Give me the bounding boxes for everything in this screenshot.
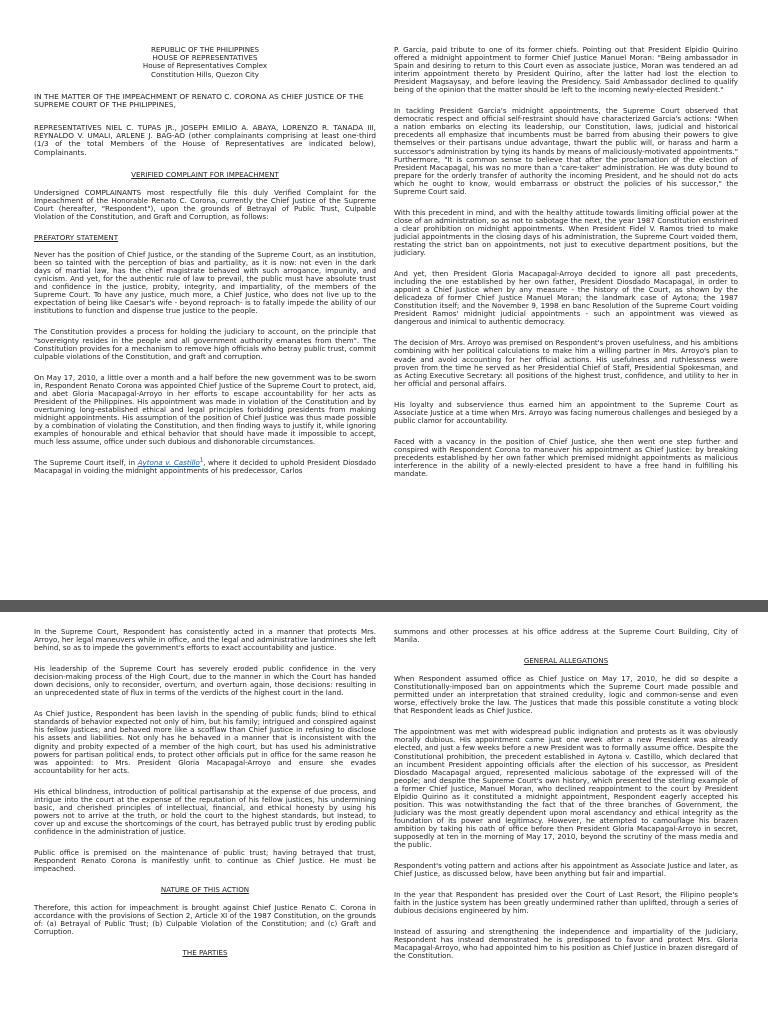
header-line: REPUBLIC OF THE PHILIPPINES <box>150 45 259 54</box>
document-page-2 <box>0 612 768 1024</box>
paragraph: In the Supreme Court, Respondent has consistently acted in a manner that protects Mrs. Arroyo, her legal maneuvers while in office, and the legal and administrative landmines she left behind, so as to impede the government's efforts to exact accountability and justice. <box>34 627 376 653</box>
case-caption: IN THE MATTER OF THE IMPEACHMENT OF RENATO C. CORONA AS CHIEF JUSTICE OF THE SUPREME COURT OF THE PHILIPPINES, <box>34 91 364 110</box>
paragraph: With this precedent in mind, and with the healthy attitude towards limiting official power at the close of an administration, so as not to sabotage the next, the year 1987 Constitution enshrined a clear prohibition on midnight appointments. When President Fidel V. Ramos tried to make judicial appointments in the closing days of his administration, the Supreme Court voided them, restating the strict ban on appointments, not just to executive department positions, but the judiciary. <box>394 207 738 258</box>
paragraph: On May 17, 2010, a little over a month and a half before the new government was to be sworn in, Respondent Renato Corona was appointed Chief Justice of the Supreme Court to protect, aid, and abet Gloria Macapagal-Arroyo in her efforts to escape accountability for her acts as President of the Philippines. His appointment was made in violation of the Constitution and by overturning long-established ethical and legal principles forbidding presidents from making midnight appointments. His assumption of the position of Chief Justice was thus made possible by a combination of violating the Constitution, and then finding ways to justify it, while ignoring examples of honourable and ethical behavior that should have made it impossible to accept, much less assume, office under such dubious and dishonorable circumstances. <box>34 372 376 447</box>
paragraph: His ethical blindness, introduction of political partisanship at the expense of due process, and intrigue into the court at the expense of the reputation of his fellow justices, his undermining basic, and cherished principles of intellectual, financial, and ethical honesty by using his powers not to arrive at the truth, or hold the court to the highest standards, but instead, to cover up and excuse the shortcomings of the court, has betrayed public trust by eroding public confidence in the administration of justice. <box>34 786 376 836</box>
paragraph: In tackling President Garcia's midnight appointments, the Supreme Court observed that democratic respect and official self-restraint should have characterized Garcia's actions: "When a nation embarks on electing its leadership, our Constitution, laws, judicial and historical precedents all emphasize that incumbents must be barred from abusing their powers to give themselves or their partisans undue advantage, thwart the public will, or harass and harm a successor's administration by tying its hands by means of maliciously-motivated appointments." Furthermore, "It is common sense to believe that after the proclamation of the election of President Macapagal, his was no more than a 'care-taker' administration. He was duty bound to prepare for the orderly transfer of authority the incoming President, and he should not do acts which he ought to know, would embarrass or obstruct the policies of his successor," the Supreme Court said. <box>394 106 738 196</box>
paragraph: Never has the position of Chief Justice, or the standing of the Supreme Court, as an institution, been so tainted with the perception of bias and partiality, as it is now: not even in the dark days of martial law, has the chief magistrate behaved with such arrogance, impunity, and cynicism. And yet, for the authentic rule of law to prevail, the public must have absolute trust and confidence in the justice, probity, integrity, and impartiality, of the members of the Supreme Court. To have any justice, much more, a Chief Justice, who does not live up to the expectation of being like Caesar's wife - beyond reproach- is to fatally impede the ability of our institutions to function and dispense true justice to the people. <box>34 250 376 316</box>
paragraph: His loyalty and subservience thus earned him an appointment to the Supreme Court as Associate Justice at a time when Mrs. Arroyo was facing numerous challenges and besieged by a public clamor for accountability. <box>394 399 738 425</box>
paragraph: summons and other processes at his office address at the Supreme Court Building, City of Manila. <box>394 627 738 645</box>
footnote-marker: 1 <box>199 457 204 464</box>
complaint-title: VERIFIED COMPLAINT FOR IMPEACHMENT <box>131 169 279 179</box>
paragraph: Faced with a vacancy in the position of Chief Justice, she then went one step further and conspired with Respondent Corona to maneuver his appointment as Chief Justice: by breaking precedents established by her own father which premised midnight appointments as malicious interference in the ability of a newly-elected president to have a free hand in fulfilling his mandate. <box>394 436 738 479</box>
paragraph: The decision of Mrs. Arroyo was premised on Respondent's proven usefulness, and his ambitions combining with her political calculations to make him a willing partner in Mrs. Arroyo's plan to evade and avoid accounting for her official actions. His usefulness and ruthlessness were proven from the time he served as her Presidential Chief of Staff, Presidential Spokesman, and as Acting Executive Secretary: all positions of the highest trust, confidence, and utility to her in her official and personal affairs. <box>394 338 738 388</box>
nature-heading: NATURE OF THIS ACTION <box>160 885 250 895</box>
page2-right-column <box>394 628 738 974</box>
prefatory-heading: PREFATORY STATEMENT <box>34 233 119 243</box>
paragraph: And yet, then President Gloria Macapagal-Arroyo decided to ignore all past precedents, including the one established by her own father, President Diosdado Macapagal, in order to appoint a Chief Justice when by any measure - the history of the Court, as shown by the delicadeza of former Chief Justice Manuel Moran; the landmark case of Aytona; the 1987 Constitution itself; and the November 9, 1998 en banc Resolution of the Supreme Court voiding President Ramos' midnight judicial appointments - such an appointment was viewed as dangerous and inimical to authentic democracy. <box>394 269 738 327</box>
paragraph-text: , where it decided to uphold President Diosdado Macapagal in voiding the midnight appointments of his predecessor, Carlos <box>34 458 377 476</box>
intro-paragraph: Undersigned COMPLAINANTS most respectfully file this duly Verified Complaint for the Impeachment of the Honorable Renato C. Corona, currently the Chief Justice of the Supreme Court (hereafter, "Respondent"), upon the grounds of Betrayal of Public Trust, Culpable Violation of the Constitution, and Graft and Corruption, as follows: <box>34 187 376 221</box>
paragraph: P. Garcia, paid tribute to one of its former chiefs. Pointing out that President Elpidio Quirino offered a midnight appointment to former Chief Justice Manuel Moran: "Being ambassador in Spain and desiring to return to this Court even as associate justice, Moran was tendered an ad interim appointment thereto by President Quirino, after the latter had lost the election to President Magsaysay, and before leaving the Presidency. Said Ambassador declined to qualify being of the opinion that the matter should be left to the incoming newly-elected President." <box>394 45 738 95</box>
paragraph: As Chief Justice, Respondent has been lavish in the spending of public funds; blind to ethical standards of behavior expected not only of him, but his family; intrigued and conspired against his fellow justices; and behaved more like a scofflaw than Chief Justice in refusing to disclose his assets and liabilities. Not only has he behaved in a manner that is inconsistent with the dignity and probity expected of a member of the high court, but has used his administrative powers for partisan political ends, to protect other officials put in office for the same reason he was appointed: to Mrs. President Gloria Macapagal-Arroyo and ensure she evades accountability for her acts. <box>34 709 376 775</box>
paragraph-text: The Supreme Court itself, in <box>34 458 138 468</box>
paragraph: Respondent's voting pattern and actions after his appointment as Associate Justice and later, as Chief Justice, as discussed below, have been anything but fair and impartial. <box>394 861 738 879</box>
paragraph <box>34 459 376 475</box>
paragraph: Instead of assuring and strengthening the independence and impartiality of the Judiciary, Respondent has instead demonstrated he is predisposed to favor and protect Mrs. Gloria Macapagal-Arroyo, who had appointed him to his position as Chief Justice in brazen disregard of the Constitution. <box>394 927 738 961</box>
page2-left-column <box>34 628 376 967</box>
header-line: HOUSE OF REPRESENTATIVES <box>152 53 258 63</box>
case-link-aytona[interactable]: Aytona v. Castillo <box>137 458 200 468</box>
page1-right-column <box>394 46 738 491</box>
paragraph: His leadership of the Supreme Court has severely eroded public confidence in the very decision-making process of the High Court, due to the manner in which the Court has handed down decisions, only to reconsider, overturn, and overturn again, those decisions: resulting in an unprecedented state of flux in terms of the verdicts of the highest court in the land. <box>34 664 376 698</box>
document-header <box>34 46 376 79</box>
paragraph: The Constitution provides a process for holding the judiciary to account, on the principle that "sovereignty resides in the people and all government authority emanates from them". The Constitution provides for a mechanism to remove high officials who betray public trust, commit culpable violations of the Constitution, and graft and corruption. <box>34 327 376 361</box>
paragraph: When Respondent assumed office as Chief Justice on May 17, 2010, he did so despite a Constitutionally-imposed ban on appointments which the Supreme Court made possible and permitted under an interpretation that strained credulity, logic and common-sense and even worse, effectively broke the law. The Justices that made this possible constitute a voting block that Respondent leads as Chief Justice. <box>394 674 738 716</box>
paragraph: Public office is premised on the maintenance of public trust; having betrayed that trust, Respondent Renato Corona is manifestly unfit to continue as Chief Justice. He must be impeached. <box>34 847 376 874</box>
header-line: House of Representatives Complex <box>142 61 268 71</box>
page1-left-column <box>34 46 376 488</box>
parties-heading: THE PARTIES <box>182 948 228 958</box>
complainants-list: REPRESENTATIVES NIEL C. TUPAS JR., JOSEPH EMILIO A. ABAYA, LORENZO R. TANADA III, REYNALDO V. UMALI, ARLENE J. BAG-AO (other complainants comprising at least one-third (1/3 of the total Members of the House of Representatives are indicated below), Complainants. <box>34 122 376 157</box>
header-line: Constitution Hills, Quezon City <box>151 69 259 79</box>
general-allegations-heading: GENERAL ALLEGATIONS <box>523 656 609 666</box>
paragraph: Therefore, this action for impeachment is brought against Chief Justice Renato C. Corona in accordance with the provisions of Section 2, Article XI of the 1987 Constitution, on the grounds of: (a) Betrayal of Public Trust; (b) Culpable Violation of the Constitution; and (c) Graft and Corruption. <box>34 903 376 937</box>
paragraph: The appointment was met with widespread public indignation and protests as it was obviously morally dubious. His appointment came just one week after a new President was already elected, and just a few weeks before a new President was to formally assume office. Despite the Constitutional prohibition, the precedent established in Aytona v. Castillo, which declared that an incumbent President appointing officials after the election of his successor, as President Diosdado Macapagal argued, represented malicious sabotage of the expressed will of the people; and despite the Supreme Court's own history, which presented the sterling example of a former Chief Justice, Manuel Moran, who declined reappointment to the court by President Elpidio Quirino as it constituted a midnight appointment, Respondent eagerly accepted his position. This was notwithstanding the fact that of the three branches of Government, the Judiciary was the most greatly dependent upon moral ascendancy and ethical integrity as the foundation of its power and legitimacy. However, he attempted to camouflage his brazen ambition by taking his oath of office before then President Gloria Macapagal-Arroyo in secret, supposedly at ten in the morning of May 17, 2010, beyond the scrutiny of the mass media and the public. <box>394 727 738 850</box>
paragraph: In the year that Respondent has presided over the Court of Last Resort, the Filipino people's faith in the justice system has been greatly undermined rather than uplifted, through a series of dubious decisions engineered by him. <box>394 890 738 916</box>
